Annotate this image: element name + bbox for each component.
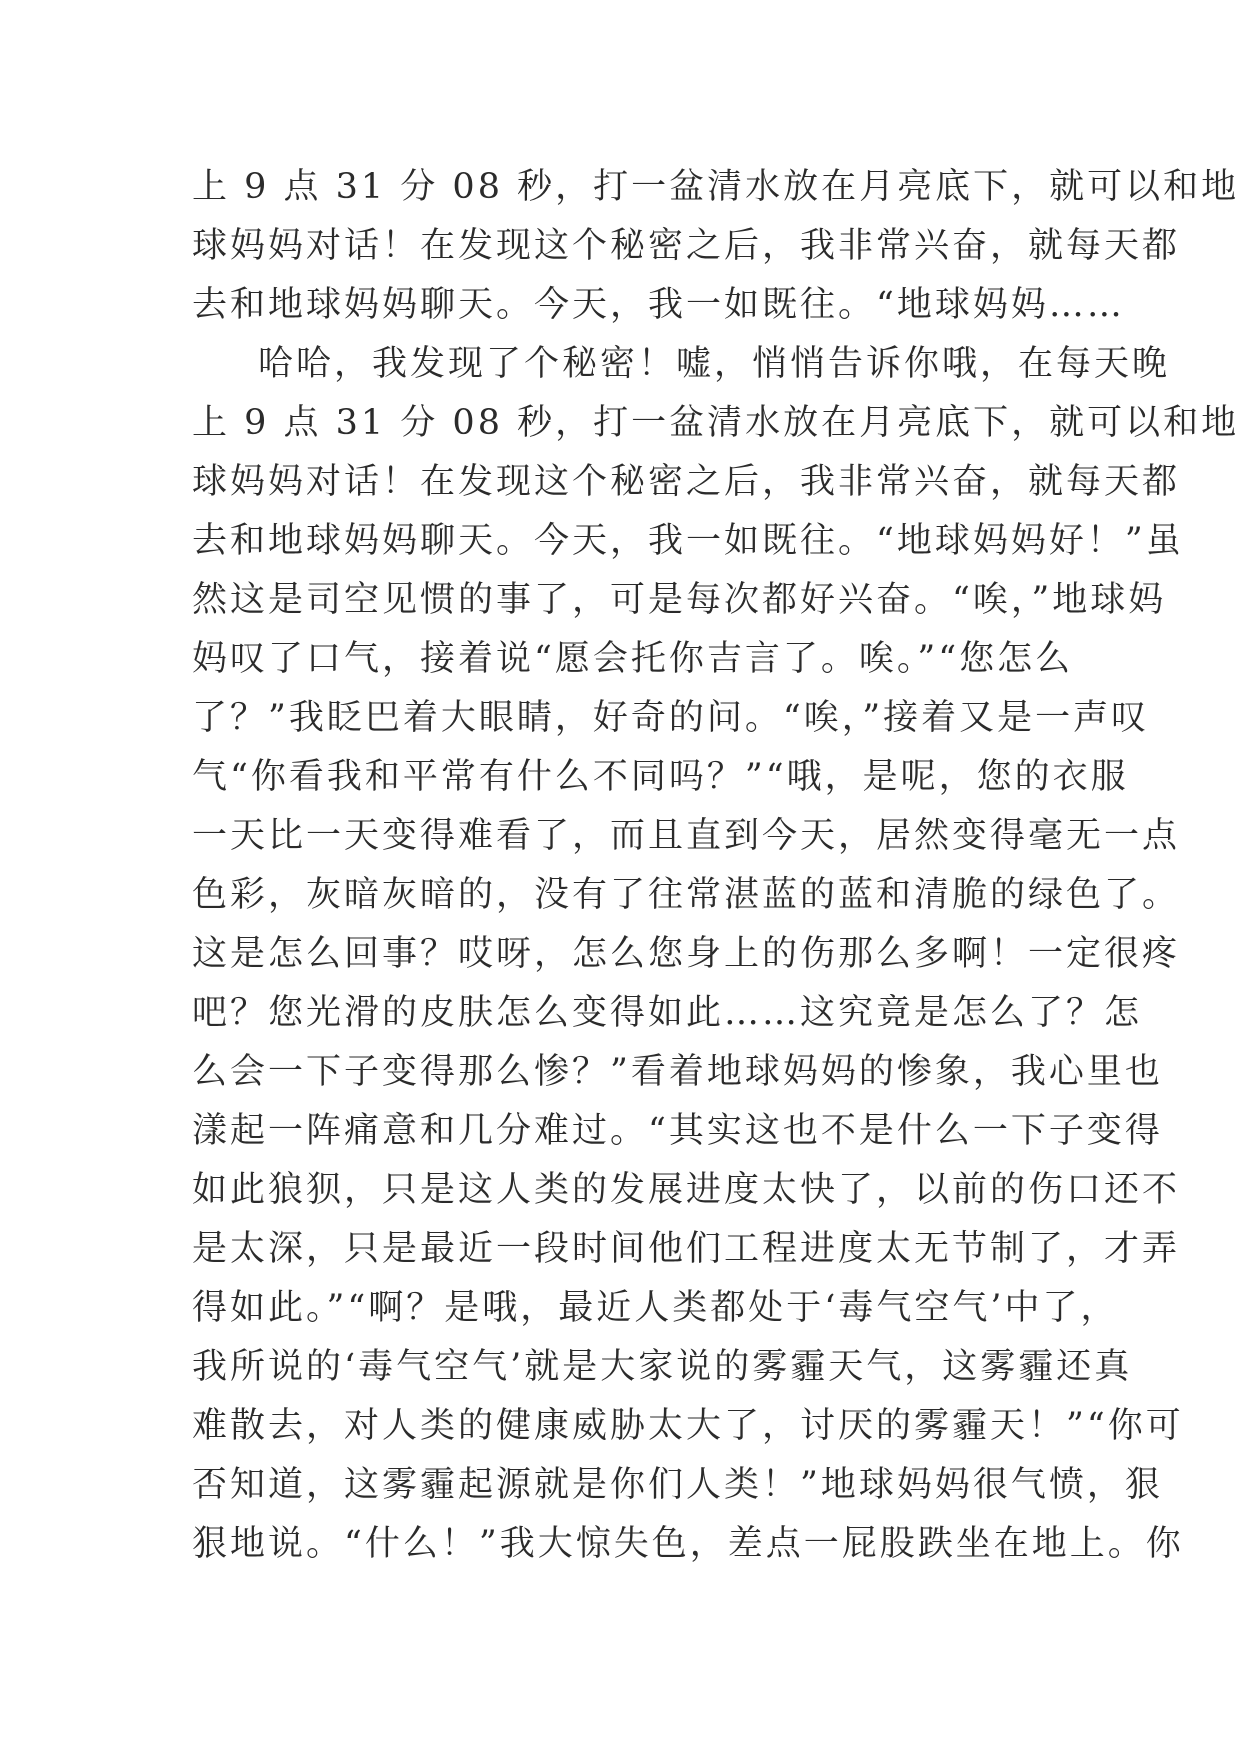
text-line: 妈叹了口气，接着说“愿会托你吉言了。唉。”“您怎么 xyxy=(192,639,1074,679)
text-line: 了？”我眨巴着大眼睛，好奇的问。“唉，”接着又是一声叹 xyxy=(192,698,1150,738)
text-line: 这是怎么回事？哎呀，怎么您身上的伤那么多啊！一定很疼 xyxy=(192,934,1181,974)
text-line: 上 9 点 31 分 08 秒，打一盆清水放在月亮底下，就可以和地 xyxy=(192,167,1240,207)
body-text xyxy=(192,158,1240,1574)
text-line: 上 9 点 31 分 08 秒，打一盆清水放在月亮底下，就可以和地 xyxy=(192,403,1240,443)
text-line: 一天比一天变得难看了，而且直到今天，居然变得毫无一点 xyxy=(192,816,1181,856)
text-line: 我所说的‘毒气空气’就是大家说的雾霾天气，这雾霾还真 xyxy=(192,1347,1133,1387)
text-line: 气“你看我和平常有什么不同吗？”“哦，是呢，您的衣服 xyxy=(192,757,1129,797)
text-line: 漾起一阵痛意和几分难过。“其实这也不是什么一下子变得 xyxy=(192,1111,1163,1151)
text-line: 球妈妈对话！在发现这个秘密之后，我非常兴奋，就每天都 xyxy=(192,462,1181,502)
text-line: 是太深，只是最近一段时间他们工程进度太无节制了，才弄 xyxy=(192,1229,1181,1269)
text-line: 球妈妈对话！在发现这个秘密之后，我非常兴奋，就每天都 xyxy=(192,226,1181,266)
paragraph-first-line: 哈哈，我发现了个秘密！嘘，悄悄告诉你哦，在每天晚 xyxy=(258,344,1171,384)
text-line: 去和地球妈妈聊天。今天，我一如既往。“地球妈妈…… xyxy=(192,285,1125,325)
text-line: 然这是司空见惯的事了，可是每次都好兴奋。“唉，”地球妈 xyxy=(192,580,1167,620)
text-line: 难散去，对人类的健康威胁太大了，讨厌的雾霾天！”“你可 xyxy=(192,1406,1184,1446)
text-line: 如此狼狈，只是这人类的发展进度太快了，以前的伤口还不 xyxy=(192,1170,1181,1210)
text-line: 吧？您光滑的皮肤怎么变得如此……这究竟是怎么了？怎 xyxy=(192,993,1143,1033)
text-line: 色彩，灰暗灰暗的，没有了往常湛蓝的蓝和清脆的绿色了。 xyxy=(192,875,1181,915)
text-line: 么会一下子变得那么惨？”看着地球妈妈的惨象，我心里也 xyxy=(192,1052,1163,1092)
text-line: 狠地说。“什么！”我大惊失色，差点一屁股跌坐在地上。你 xyxy=(192,1524,1184,1564)
text-line: 否知道，这雾霾起源就是你们人类！”地球妈妈很气愤，狠 xyxy=(192,1465,1163,1505)
text-line: 去和地球妈妈聊天。今天，我一如既往。“地球妈妈好！”虽 xyxy=(192,521,1184,561)
text-line: 得如此。”“啊？是哦，最近人类都处于‘毒气空气’中了， xyxy=(192,1288,1119,1328)
